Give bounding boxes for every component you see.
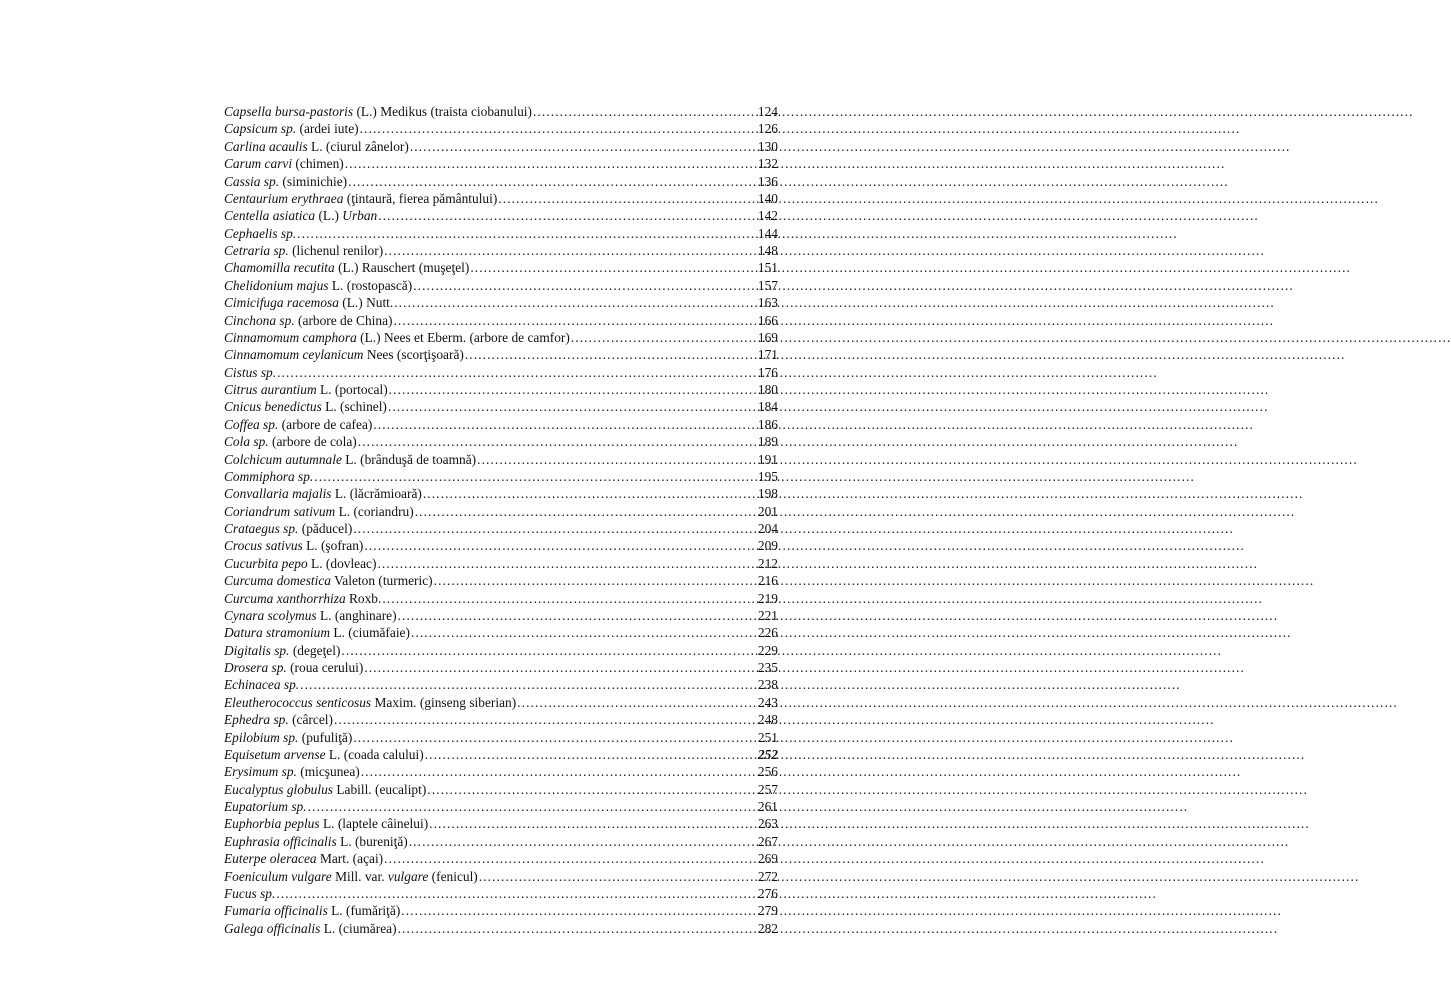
dot-leader bbox=[394, 294, 757, 311]
toc-entry bbox=[224, 572, 778, 589]
scientific-name: Chamomilla recutita bbox=[224, 260, 335, 276]
toc-entry-title bbox=[224, 781, 426, 798]
dot-leader bbox=[382, 590, 757, 607]
dot-leader bbox=[401, 902, 757, 919]
toc-entry bbox=[224, 364, 778, 381]
scientific-name: Carlina acaulis bbox=[224, 138, 308, 154]
scientific-name: Coriandrum sativum bbox=[224, 503, 336, 519]
dot-leader bbox=[277, 364, 757, 381]
page-number: 251 bbox=[757, 729, 778, 745]
dot-leader bbox=[411, 624, 757, 641]
common-name: L. (bureniţă) bbox=[336, 833, 408, 849]
scientific-name: Cistus sp. bbox=[224, 364, 277, 380]
toc-entry bbox=[224, 277, 778, 294]
toc-entry-title bbox=[224, 259, 469, 276]
page-number: 235 bbox=[757, 660, 778, 675]
page-number: 209 bbox=[757, 538, 778, 554]
common-name: Roxb. bbox=[345, 590, 382, 606]
scientific-name: Equisetum arvense bbox=[224, 746, 326, 762]
dot-leader bbox=[571, 329, 757, 346]
page-number: 198 bbox=[757, 486, 778, 502]
toc-entry-title bbox=[224, 555, 376, 572]
dot-leader bbox=[276, 885, 757, 902]
scientific-name: Cephaelis sp. bbox=[224, 225, 297, 241]
toc-entry-title bbox=[224, 920, 397, 937]
dot-leader bbox=[353, 729, 757, 746]
common-name: (fenicul) bbox=[428, 868, 478, 884]
page-number: 157 bbox=[757, 277, 778, 293]
toc-entry bbox=[224, 763, 778, 780]
toc-entry bbox=[224, 607, 778, 624]
page-number: 148 bbox=[757, 243, 778, 258]
common-name: L. (fumăriţă) bbox=[327, 903, 401, 919]
toc-entry-title bbox=[224, 798, 307, 815]
scientific-name: Cetraria sp. bbox=[224, 243, 289, 258]
toc-entry-title bbox=[224, 433, 357, 450]
common-name: (L.) Nees et Eberm. (arbore de camfor) bbox=[356, 329, 570, 345]
page-number: 163 bbox=[757, 295, 778, 311]
dot-leader bbox=[410, 138, 757, 155]
scientific-name: Epilobium sp. bbox=[224, 729, 299, 745]
page-number: 257 bbox=[757, 781, 778, 797]
scientific-name: Colchicum autumnale bbox=[224, 451, 342, 467]
common-name: (arbore de cola) bbox=[268, 434, 357, 450]
dot-leader bbox=[314, 468, 757, 485]
common-name: Mart. (açai) bbox=[316, 851, 384, 867]
toc-entry bbox=[224, 694, 778, 711]
toc-entry-title bbox=[224, 225, 296, 242]
toc-entry bbox=[224, 642, 778, 659]
toc-entry bbox=[224, 815, 778, 832]
common-name: (pufuliţă) bbox=[298, 729, 353, 745]
toc-entry bbox=[224, 416, 778, 433]
toc-entry bbox=[224, 138, 778, 155]
dot-leader bbox=[360, 120, 757, 137]
scientific-name: Echinacea sp. bbox=[224, 677, 300, 693]
page-number: 184 bbox=[757, 399, 778, 415]
toc-entry bbox=[224, 381, 778, 398]
common-name: (degeţel) bbox=[289, 642, 341, 658]
toc-entry bbox=[224, 346, 778, 363]
dot-leader bbox=[517, 694, 757, 711]
page-number: 189 bbox=[757, 434, 778, 450]
scientific-name: Curcuma xanthorrhiza bbox=[224, 590, 346, 606]
dot-leader bbox=[308, 798, 757, 815]
toc-entry-title bbox=[224, 659, 363, 676]
dot-leader bbox=[393, 312, 756, 329]
common-name: (arbore de China) bbox=[294, 312, 393, 328]
dot-leader bbox=[398, 920, 757, 937]
toc-entry-title bbox=[224, 173, 347, 190]
toc-entry-title bbox=[224, 590, 381, 607]
scientific-name: Convallaria majalis bbox=[224, 486, 332, 502]
toc-entry-title bbox=[224, 364, 276, 381]
dot-leader bbox=[434, 572, 757, 589]
scientific-name: Cynara scolymus bbox=[224, 607, 317, 623]
page-number: 256 bbox=[757, 764, 778, 780]
scientific-name: Coffea sp. bbox=[224, 416, 279, 432]
scientific-name: Crataegus sp. bbox=[224, 521, 299, 536]
common-name: L. (rostopască) bbox=[328, 277, 413, 293]
toc-entry-title bbox=[224, 329, 570, 346]
toc-entry bbox=[224, 676, 778, 693]
scientific-name: Foeniculum vulgare bbox=[224, 868, 332, 884]
toc-entry bbox=[224, 242, 778, 259]
dot-leader bbox=[470, 259, 757, 276]
toc-entry bbox=[224, 781, 778, 798]
toc-entry-title bbox=[224, 398, 387, 415]
toc-entry bbox=[224, 155, 778, 172]
toc-entry-title bbox=[224, 503, 414, 520]
dot-leader bbox=[361, 763, 757, 780]
toc-entry-title bbox=[224, 468, 313, 485]
common-name: (păducel) bbox=[298, 521, 353, 536]
dot-leader bbox=[409, 833, 757, 850]
page-number: 238 bbox=[757, 677, 778, 693]
toc-entry-title bbox=[224, 416, 372, 433]
common-name: (ţintaură, fierea pământului) bbox=[343, 190, 498, 206]
page-number: 151 bbox=[757, 260, 778, 276]
dot-leader bbox=[358, 433, 757, 450]
page-number: 186 bbox=[757, 416, 778, 432]
scientific-name: vulgare bbox=[387, 868, 429, 884]
common-name: Maxim. (ginseng siberian) bbox=[371, 694, 517, 710]
toc-entry bbox=[224, 729, 778, 746]
page-number: 169 bbox=[757, 329, 778, 345]
dot-leader bbox=[427, 781, 757, 798]
toc-entry bbox=[224, 451, 778, 468]
common-name: (chimen) bbox=[292, 156, 344, 172]
dot-leader bbox=[498, 190, 757, 207]
scientific-name: Cinchona sp. bbox=[224, 312, 295, 328]
dot-leader bbox=[353, 520, 757, 537]
toc-entry-title bbox=[224, 207, 377, 224]
dot-leader bbox=[297, 225, 757, 242]
common-name: (L.) bbox=[315, 208, 343, 224]
table-of-contents bbox=[224, 103, 778, 937]
toc-entry bbox=[224, 590, 778, 607]
page-number: 219 bbox=[757, 590, 778, 606]
page-number: 176 bbox=[757, 364, 778, 380]
common-name: L. (portocal) bbox=[316, 382, 388, 397]
toc-entry bbox=[224, 433, 778, 450]
dot-leader bbox=[425, 746, 757, 763]
scientific-name: Carum carvi bbox=[224, 156, 293, 172]
toc-entry bbox=[224, 902, 778, 919]
toc-entry-title bbox=[224, 312, 392, 329]
dot-leader bbox=[398, 607, 757, 624]
common-name: (lichenul renilor) bbox=[288, 243, 384, 258]
dot-leader bbox=[364, 659, 757, 676]
toc-entry-title bbox=[224, 694, 516, 711]
toc-entry bbox=[224, 850, 778, 867]
toc-entry-title bbox=[224, 624, 410, 641]
common-name: Valeton (turmeric) bbox=[331, 573, 433, 589]
dot-leader bbox=[389, 381, 757, 398]
common-name: L. (ciumăfaie) bbox=[330, 625, 410, 641]
page-number: 282 bbox=[757, 920, 778, 936]
dot-leader bbox=[348, 173, 757, 190]
page-number: 252 bbox=[757, 746, 778, 762]
scientific-name: Fumaria officinalis bbox=[224, 903, 328, 919]
toc-entry-title bbox=[224, 850, 383, 867]
scientific-name: Chelidonium majus bbox=[224, 277, 329, 293]
toc-entry bbox=[224, 659, 778, 676]
page-number: 261 bbox=[757, 799, 778, 814]
toc-entry bbox=[224, 520, 778, 537]
toc-entry bbox=[224, 798, 778, 815]
scientific-name: Datura stramonium bbox=[224, 625, 331, 641]
common-name: L. (brânduşă de toamnă) bbox=[341, 451, 477, 467]
toc-entry-title bbox=[224, 520, 352, 537]
common-name: L. (laptele câinelui) bbox=[319, 816, 429, 832]
scientific-name: Erysimum sp. bbox=[224, 764, 297, 780]
common-name: L. (coada calului) bbox=[325, 746, 424, 762]
page-number: 144 bbox=[757, 225, 778, 241]
dot-leader bbox=[378, 207, 757, 224]
dot-leader bbox=[465, 346, 757, 363]
page-number: 276 bbox=[757, 885, 778, 901]
toc-entry-title bbox=[224, 711, 333, 728]
dot-leader bbox=[429, 815, 757, 832]
page-number: 130 bbox=[757, 138, 778, 154]
scientific-name: Citrus aurantium bbox=[224, 382, 317, 397]
common-name: (arbore de cafea) bbox=[278, 416, 373, 432]
page-number: 136 bbox=[757, 173, 778, 189]
scientific-name: Cinnamomum camphora bbox=[224, 329, 357, 345]
page-number: 140 bbox=[757, 190, 778, 206]
scientific-name: Eucalyptus globulus bbox=[224, 781, 333, 797]
toc-entry bbox=[224, 120, 778, 137]
dot-leader bbox=[415, 503, 757, 520]
common-name: (L.) Nutt. bbox=[338, 295, 394, 311]
scientific-name: Capsicum sp. bbox=[224, 121, 297, 137]
toc-entry-title bbox=[224, 190, 497, 207]
common-name: (micşunea) bbox=[296, 764, 360, 780]
common-name: L. (coriandru) bbox=[335, 503, 414, 519]
dot-leader bbox=[341, 642, 756, 659]
toc-entry-title bbox=[224, 642, 340, 659]
toc-entry-title bbox=[224, 381, 388, 398]
toc-entry-title bbox=[224, 815, 428, 832]
dot-leader bbox=[423, 485, 757, 502]
toc-entry bbox=[224, 294, 778, 311]
page-number: 212 bbox=[757, 555, 778, 571]
page-number: 263 bbox=[757, 816, 778, 832]
scientific-name: Commiphora sp. bbox=[224, 468, 314, 484]
scientific-name: Cassia sp. bbox=[224, 173, 280, 189]
page-number: 267 bbox=[757, 833, 778, 849]
toc-entry-title bbox=[224, 833, 408, 850]
page-number: 126 bbox=[757, 121, 778, 137]
toc-entry bbox=[224, 329, 778, 346]
page-number: 204 bbox=[757, 521, 778, 536]
dot-leader bbox=[533, 103, 757, 120]
scientific-name: Drosera sp. bbox=[224, 660, 287, 675]
page-number: 142 bbox=[757, 208, 778, 224]
toc-entry-title bbox=[224, 138, 409, 155]
dot-leader bbox=[345, 155, 757, 172]
page-number: 195 bbox=[757, 468, 778, 484]
scientific-name: Eupatorium sp. bbox=[224, 799, 307, 814]
scientific-name: Ephedra sp. bbox=[224, 712, 289, 728]
common-name: (cârcel) bbox=[288, 712, 333, 728]
scientific-name: Euterpe oleracea bbox=[224, 851, 317, 867]
toc-entry-title bbox=[224, 607, 397, 624]
common-name: L. (ciumărea) bbox=[320, 920, 397, 936]
common-name: L. (lăcrămioară) bbox=[331, 486, 422, 502]
toc-entry bbox=[224, 173, 778, 190]
scientific-name: Centella asiatica bbox=[224, 208, 316, 224]
scientific-name: Centaurium erythraea bbox=[224, 190, 344, 206]
toc-entry bbox=[224, 485, 778, 502]
toc-entry bbox=[224, 833, 778, 850]
scientific-name: Euphrasia officinalis bbox=[224, 833, 337, 849]
toc-entry-title bbox=[224, 485, 422, 502]
common-name: L. (ciurul zânelor) bbox=[307, 138, 409, 154]
scientific-name: Curcuma domestica bbox=[224, 573, 331, 589]
toc-entry-title bbox=[224, 885, 275, 902]
toc-entry bbox=[224, 103, 778, 120]
scientific-name: Euphorbia peplus bbox=[224, 816, 320, 832]
toc-entry-title bbox=[224, 120, 359, 137]
page-number: 191 bbox=[757, 451, 778, 467]
toc-entry bbox=[224, 503, 778, 520]
dot-leader bbox=[334, 711, 757, 728]
page-number: 180 bbox=[757, 382, 778, 397]
page-number: 201 bbox=[757, 503, 778, 519]
toc-entry bbox=[224, 711, 778, 728]
common-name: Mill. var. bbox=[331, 868, 388, 884]
scientific-name: Cnicus benedictus bbox=[224, 399, 322, 415]
common-name: L. (şofran) bbox=[302, 538, 364, 554]
page-number: 166 bbox=[757, 312, 778, 328]
scientific-name: Cucurbita pepo bbox=[224, 555, 308, 571]
toc-entry bbox=[224, 868, 778, 885]
page-number: 226 bbox=[757, 625, 778, 641]
common-name: Labill. (eucalipt) bbox=[332, 781, 427, 797]
page-number: 229 bbox=[757, 642, 778, 658]
page-number: 132 bbox=[757, 156, 778, 172]
toc-entry-title bbox=[224, 902, 400, 919]
dot-leader bbox=[384, 242, 757, 259]
toc-entry bbox=[224, 746, 778, 763]
page-number: 248 bbox=[757, 712, 778, 728]
toc-entry bbox=[224, 468, 778, 485]
toc-entry-title bbox=[224, 537, 363, 554]
dot-leader bbox=[479, 868, 757, 885]
toc-entry-title bbox=[224, 242, 383, 259]
scientific-name: Eleutherococcus senticosus bbox=[224, 694, 372, 710]
toc-entry-title bbox=[224, 346, 464, 363]
toc-entry-title bbox=[224, 451, 476, 468]
page-number: 272 bbox=[757, 868, 778, 884]
toc-entry bbox=[224, 555, 778, 572]
scientific-name: Cinnamomum ceylanicum bbox=[224, 347, 364, 363]
toc-entry bbox=[224, 207, 778, 224]
dot-leader bbox=[364, 537, 757, 554]
common-name: L. (schinel) bbox=[321, 399, 387, 415]
scientific-name: Galega officinalis bbox=[224, 920, 321, 936]
toc-entry bbox=[224, 398, 778, 415]
scientific-name: Cimicifuga racemosa bbox=[224, 295, 339, 311]
toc-entry bbox=[224, 537, 778, 554]
common-name: (L.) Medikus (traista ciobanului) bbox=[353, 104, 532, 119]
toc-entry bbox=[224, 885, 778, 902]
toc-entry bbox=[224, 190, 778, 207]
page-number: 269 bbox=[757, 851, 778, 867]
toc-entry bbox=[224, 624, 778, 641]
toc-entry bbox=[224, 920, 778, 937]
toc-entry-title bbox=[224, 103, 532, 120]
toc-entry-title bbox=[224, 746, 424, 763]
common-name: (roua cerului) bbox=[286, 660, 364, 675]
dot-leader bbox=[413, 277, 757, 294]
toc-entry-title bbox=[224, 729, 352, 746]
scientific-name: Crocus sativus bbox=[224, 538, 303, 554]
page-number: 279 bbox=[757, 903, 778, 919]
common-name: Nees (scorţişoară) bbox=[363, 347, 464, 363]
page-number: 171 bbox=[757, 347, 778, 363]
toc-entry-title bbox=[224, 868, 478, 885]
scientific-name: Digitalis sp. bbox=[224, 642, 290, 658]
dot-leader bbox=[377, 555, 756, 572]
dot-leader bbox=[384, 850, 757, 867]
scientific-name: Cola sp. bbox=[224, 434, 269, 450]
common-name: (siminichie) bbox=[279, 173, 348, 189]
common-name: (ardei iute) bbox=[296, 121, 359, 137]
page-number: 221 bbox=[757, 607, 778, 623]
dot-leader bbox=[477, 451, 757, 468]
dot-leader bbox=[300, 676, 757, 693]
common-name: L. (anghinare) bbox=[316, 607, 397, 623]
common-name: L. (dovleac) bbox=[307, 555, 377, 571]
toc-entry bbox=[224, 312, 778, 329]
page-number: 124 bbox=[757, 104, 778, 119]
toc-entry-title bbox=[224, 294, 393, 311]
scientific-name: Urban bbox=[342, 208, 378, 224]
scientific-name: Fucus sp. bbox=[224, 885, 276, 901]
toc-entry bbox=[224, 259, 778, 276]
page-number: 216 bbox=[757, 573, 778, 589]
dot-leader bbox=[388, 398, 757, 415]
toc-entry-title bbox=[224, 572, 433, 589]
toc-entry-title bbox=[224, 763, 360, 780]
scientific-name: Capsella bursa-pastoris bbox=[224, 104, 354, 119]
common-name: (L.) Rauschert (muşeţel) bbox=[334, 260, 470, 276]
toc-entry-title bbox=[224, 277, 412, 294]
toc-entry-title bbox=[224, 676, 299, 693]
toc-entry-title bbox=[224, 155, 344, 172]
dot-leader bbox=[373, 416, 757, 433]
page-number: 243 bbox=[757, 694, 778, 710]
toc-entry bbox=[224, 225, 778, 242]
